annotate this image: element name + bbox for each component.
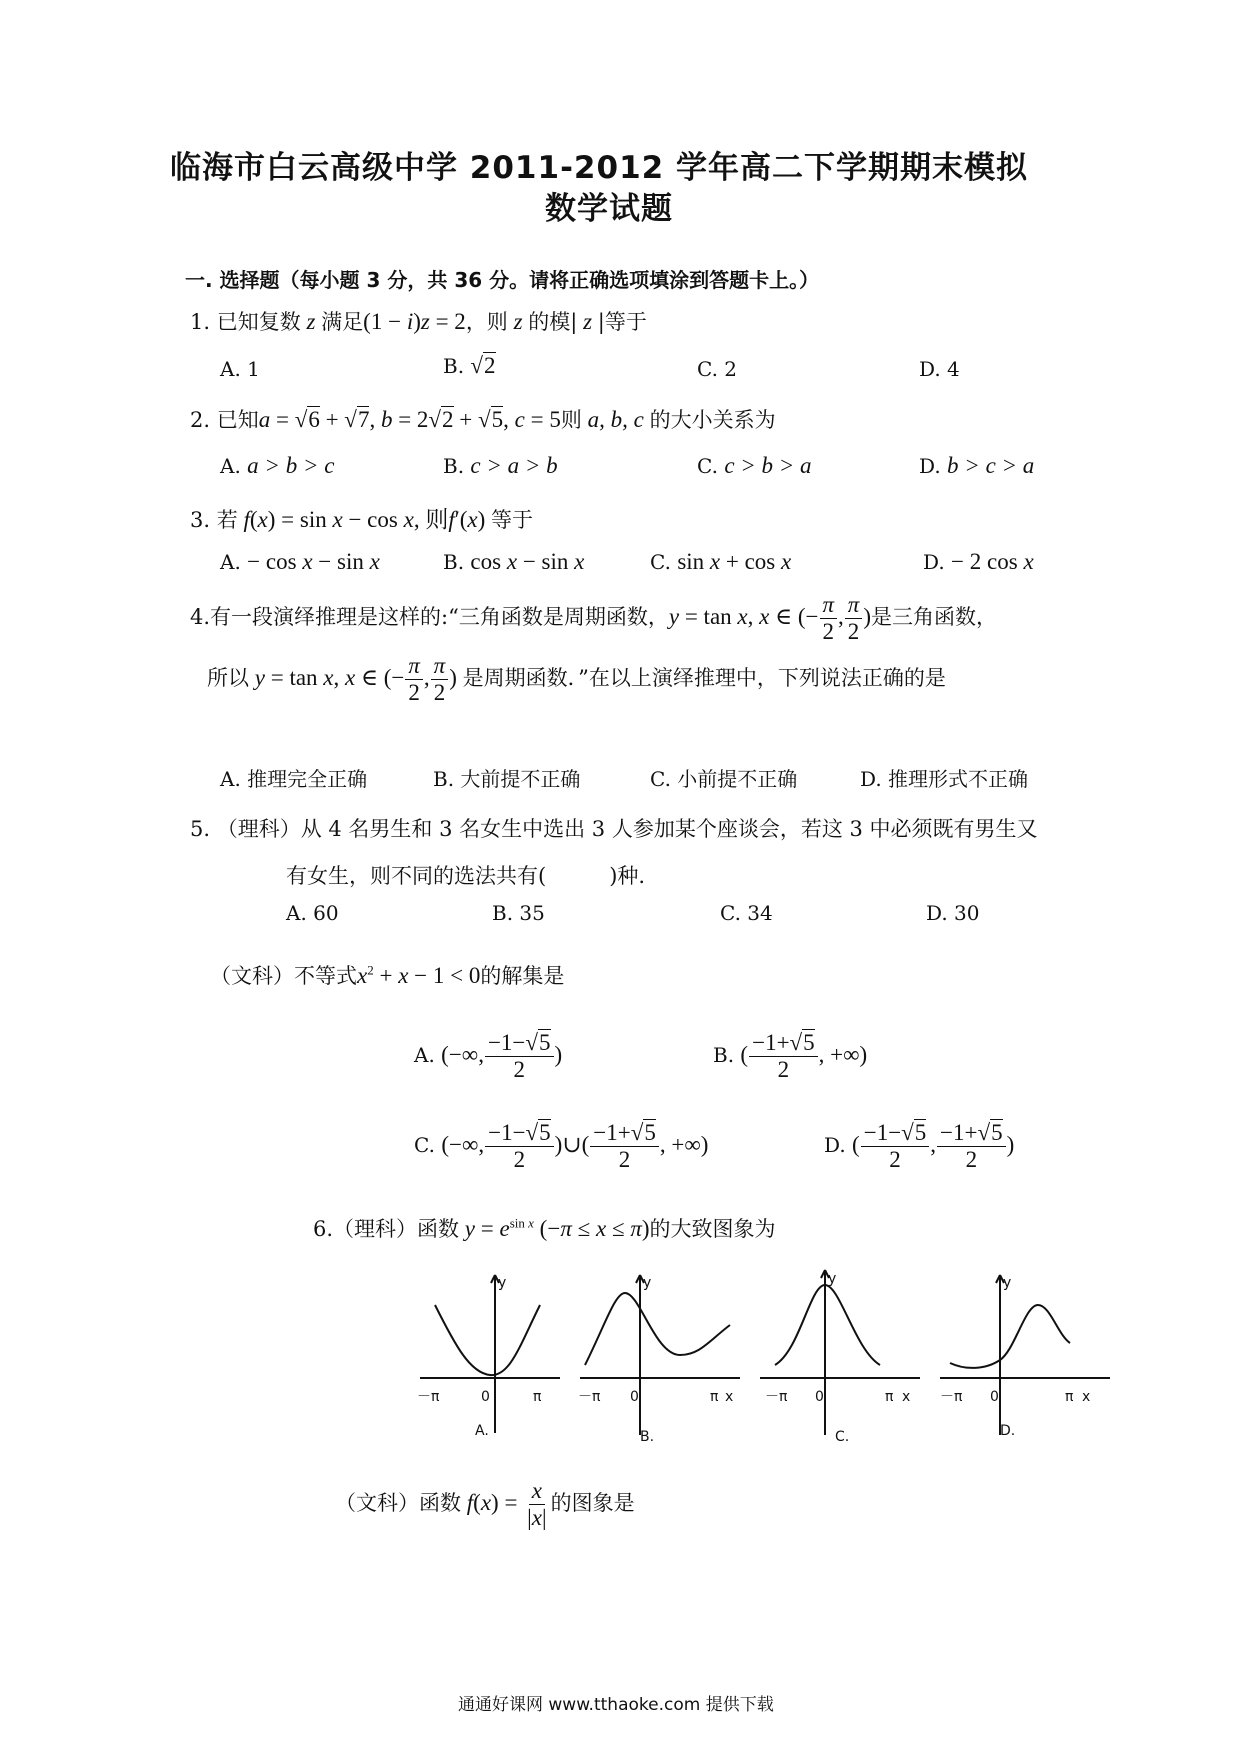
q5w-option-b: B. ( $\frac{-1+√5}{2}$ , +∞) bbox=[713, 1030, 868, 1083]
section-heading: 一. 选择题（每小题 3 分，共 36 分。请将正确选项填涂到答题卡上。） bbox=[185, 268, 820, 292]
graph-c bbox=[760, 1270, 920, 1445]
graph-a-neg-pi: －π bbox=[417, 1389, 440, 1405]
graph-a bbox=[417, 1275, 560, 1439]
q1-option-a: A. 1 bbox=[220, 357, 260, 381]
question-5-line2: 有女生，则不同的选法共有( )种. bbox=[286, 864, 646, 888]
q5w-option-a: A. (−∞, $\frac{-1-√5}{2}$ ) bbox=[414, 1030, 563, 1083]
question-6w: （文科）函数 f(x) = $\frac{x}{|x|}$ 的图象是 bbox=[335, 1478, 635, 1531]
graph-c-pi: π bbox=[885, 1389, 894, 1405]
q2-option-d: D. b > c > a bbox=[919, 453, 1035, 478]
graph-d-pi: π bbox=[1065, 1389, 1074, 1405]
q4-option-d: D. 推理形式不正确 bbox=[860, 767, 1029, 791]
q5w-option-c: C. (−∞, $\frac{-1-√5}{2}$ )∪( $\frac{-1+√5}{2}$ , +∞) bbox=[414, 1120, 709, 1173]
q4-option-b: B. 大前提不正确 bbox=[433, 767, 581, 791]
q2-option-c: C. c > b > a bbox=[697, 453, 812, 478]
question-4-line2: 所以 y = tan x, x ∈ (− $\frac{\pi}{2}$ , $\frac{\pi}{2}$ ) 是周期函数．”在以上演绎推理中，下列说法正确的是 bbox=[207, 653, 946, 706]
q3-option-b: B. cos x − sin x bbox=[443, 549, 585, 574]
q1-option-d: D. 4 bbox=[919, 357, 960, 381]
q3-option-c: C. sin x + cos x bbox=[650, 549, 792, 574]
graph-d-x-label: x bbox=[1082, 1389, 1091, 1405]
q5-option-a: A. 60 bbox=[286, 901, 339, 925]
graph-c-label: C. bbox=[835, 1429, 850, 1445]
q2-option-b: B. c > a > b bbox=[443, 453, 558, 478]
graph-d-y-label: y bbox=[1003, 1275, 1012, 1291]
graph-b-y-label: y bbox=[643, 1275, 652, 1291]
question-2: 2. 已知a = √6 + √7, b = 2√2 + √5, c = 5则 a, b, c 的大小关系为 bbox=[190, 407, 776, 432]
q3-option-a: A. − cos x − sin x bbox=[220, 549, 380, 574]
graph-b bbox=[578, 1275, 740, 1445]
q3-option-d: D. − 2 cos x bbox=[923, 549, 1034, 574]
graph-c-y-label: y bbox=[828, 1271, 837, 1287]
q5-option-b: B. 35 bbox=[492, 901, 545, 925]
q5-option-c: C. 34 bbox=[720, 901, 773, 925]
question-3: 3. 若 f(x) = sin x − cos x, 则f′(x) 等于 bbox=[190, 507, 534, 532]
q4-option-a: A. 推理完全正确 bbox=[220, 767, 368, 791]
graph-c-x-label: x bbox=[902, 1389, 911, 1405]
graph-d-neg-pi: －π bbox=[940, 1389, 963, 1405]
q1-option-c: C. 2 bbox=[697, 357, 738, 381]
q4-option-c: C. 小前提不正确 bbox=[650, 767, 798, 791]
q1-option-b: B. √2 bbox=[443, 353, 496, 378]
page-subtitle: 数学试题 bbox=[545, 191, 673, 227]
graph-c-neg-pi: －π bbox=[765, 1389, 788, 1405]
q2-option-a: A. a > b > c bbox=[220, 453, 335, 478]
graph-d bbox=[940, 1275, 1110, 1439]
graph-a-zero: 0 bbox=[481, 1389, 490, 1405]
graph-d-label: D. bbox=[1000, 1423, 1016, 1439]
q5w-option-d: D. ( $\frac{-1-√5}{2}$ , $\frac{-1+√5}{2}$ ) bbox=[824, 1120, 1015, 1173]
graph-b-zero: 0 bbox=[630, 1389, 639, 1405]
footer-credit: 通通好课网 www.tthaoke.com 提供下载 bbox=[458, 1695, 774, 1715]
question-5w: （文科）不等式$x^2 + x - 1 < 0$的解集是 bbox=[210, 962, 565, 988]
graph-a-y-label: y bbox=[498, 1275, 507, 1291]
graph-c-zero: 0 bbox=[815, 1389, 824, 1405]
graph-a-label: A. bbox=[475, 1423, 489, 1439]
graph-b-x-label: x bbox=[725, 1389, 734, 1405]
graph-b-neg-pi: －π bbox=[578, 1389, 601, 1405]
graph-b-pi: π bbox=[710, 1389, 719, 1405]
graph-b-label: B. bbox=[640, 1429, 655, 1445]
page-title: 临海市白云高级中学 2011-2012 学年高二下学期期末模拟 bbox=[170, 150, 1029, 186]
graph-d-zero: 0 bbox=[990, 1389, 999, 1405]
question-5-line1: 5. （理科）从 4 名男生和 3 名女生中选出 3 人参加某个座谈会，若这 3 中必须既有男生又 bbox=[190, 817, 1038, 841]
q6-graphs bbox=[415, 1265, 1135, 1455]
question-6: 6.（理科）函数 $y = e^{sin x}$ (−π ≤ x ≤ π)的大致图象为 bbox=[313, 1215, 776, 1241]
question-4-line1: 4.有一段演绎推理是这样的:“三角函数是周期函数，y = tan x, x ∈ (− $\frac{\pi}{2}$ , $\frac{\pi}{2}$ )是三角函数， bbox=[190, 592, 997, 645]
question-1: 1. 已知复数 z 满足(1 − i)z = 2，则 z 的模| z |等于 bbox=[190, 309, 647, 334]
graph-a-pi: π bbox=[533, 1389, 542, 1405]
q5-option-d: D. 30 bbox=[926, 901, 980, 925]
